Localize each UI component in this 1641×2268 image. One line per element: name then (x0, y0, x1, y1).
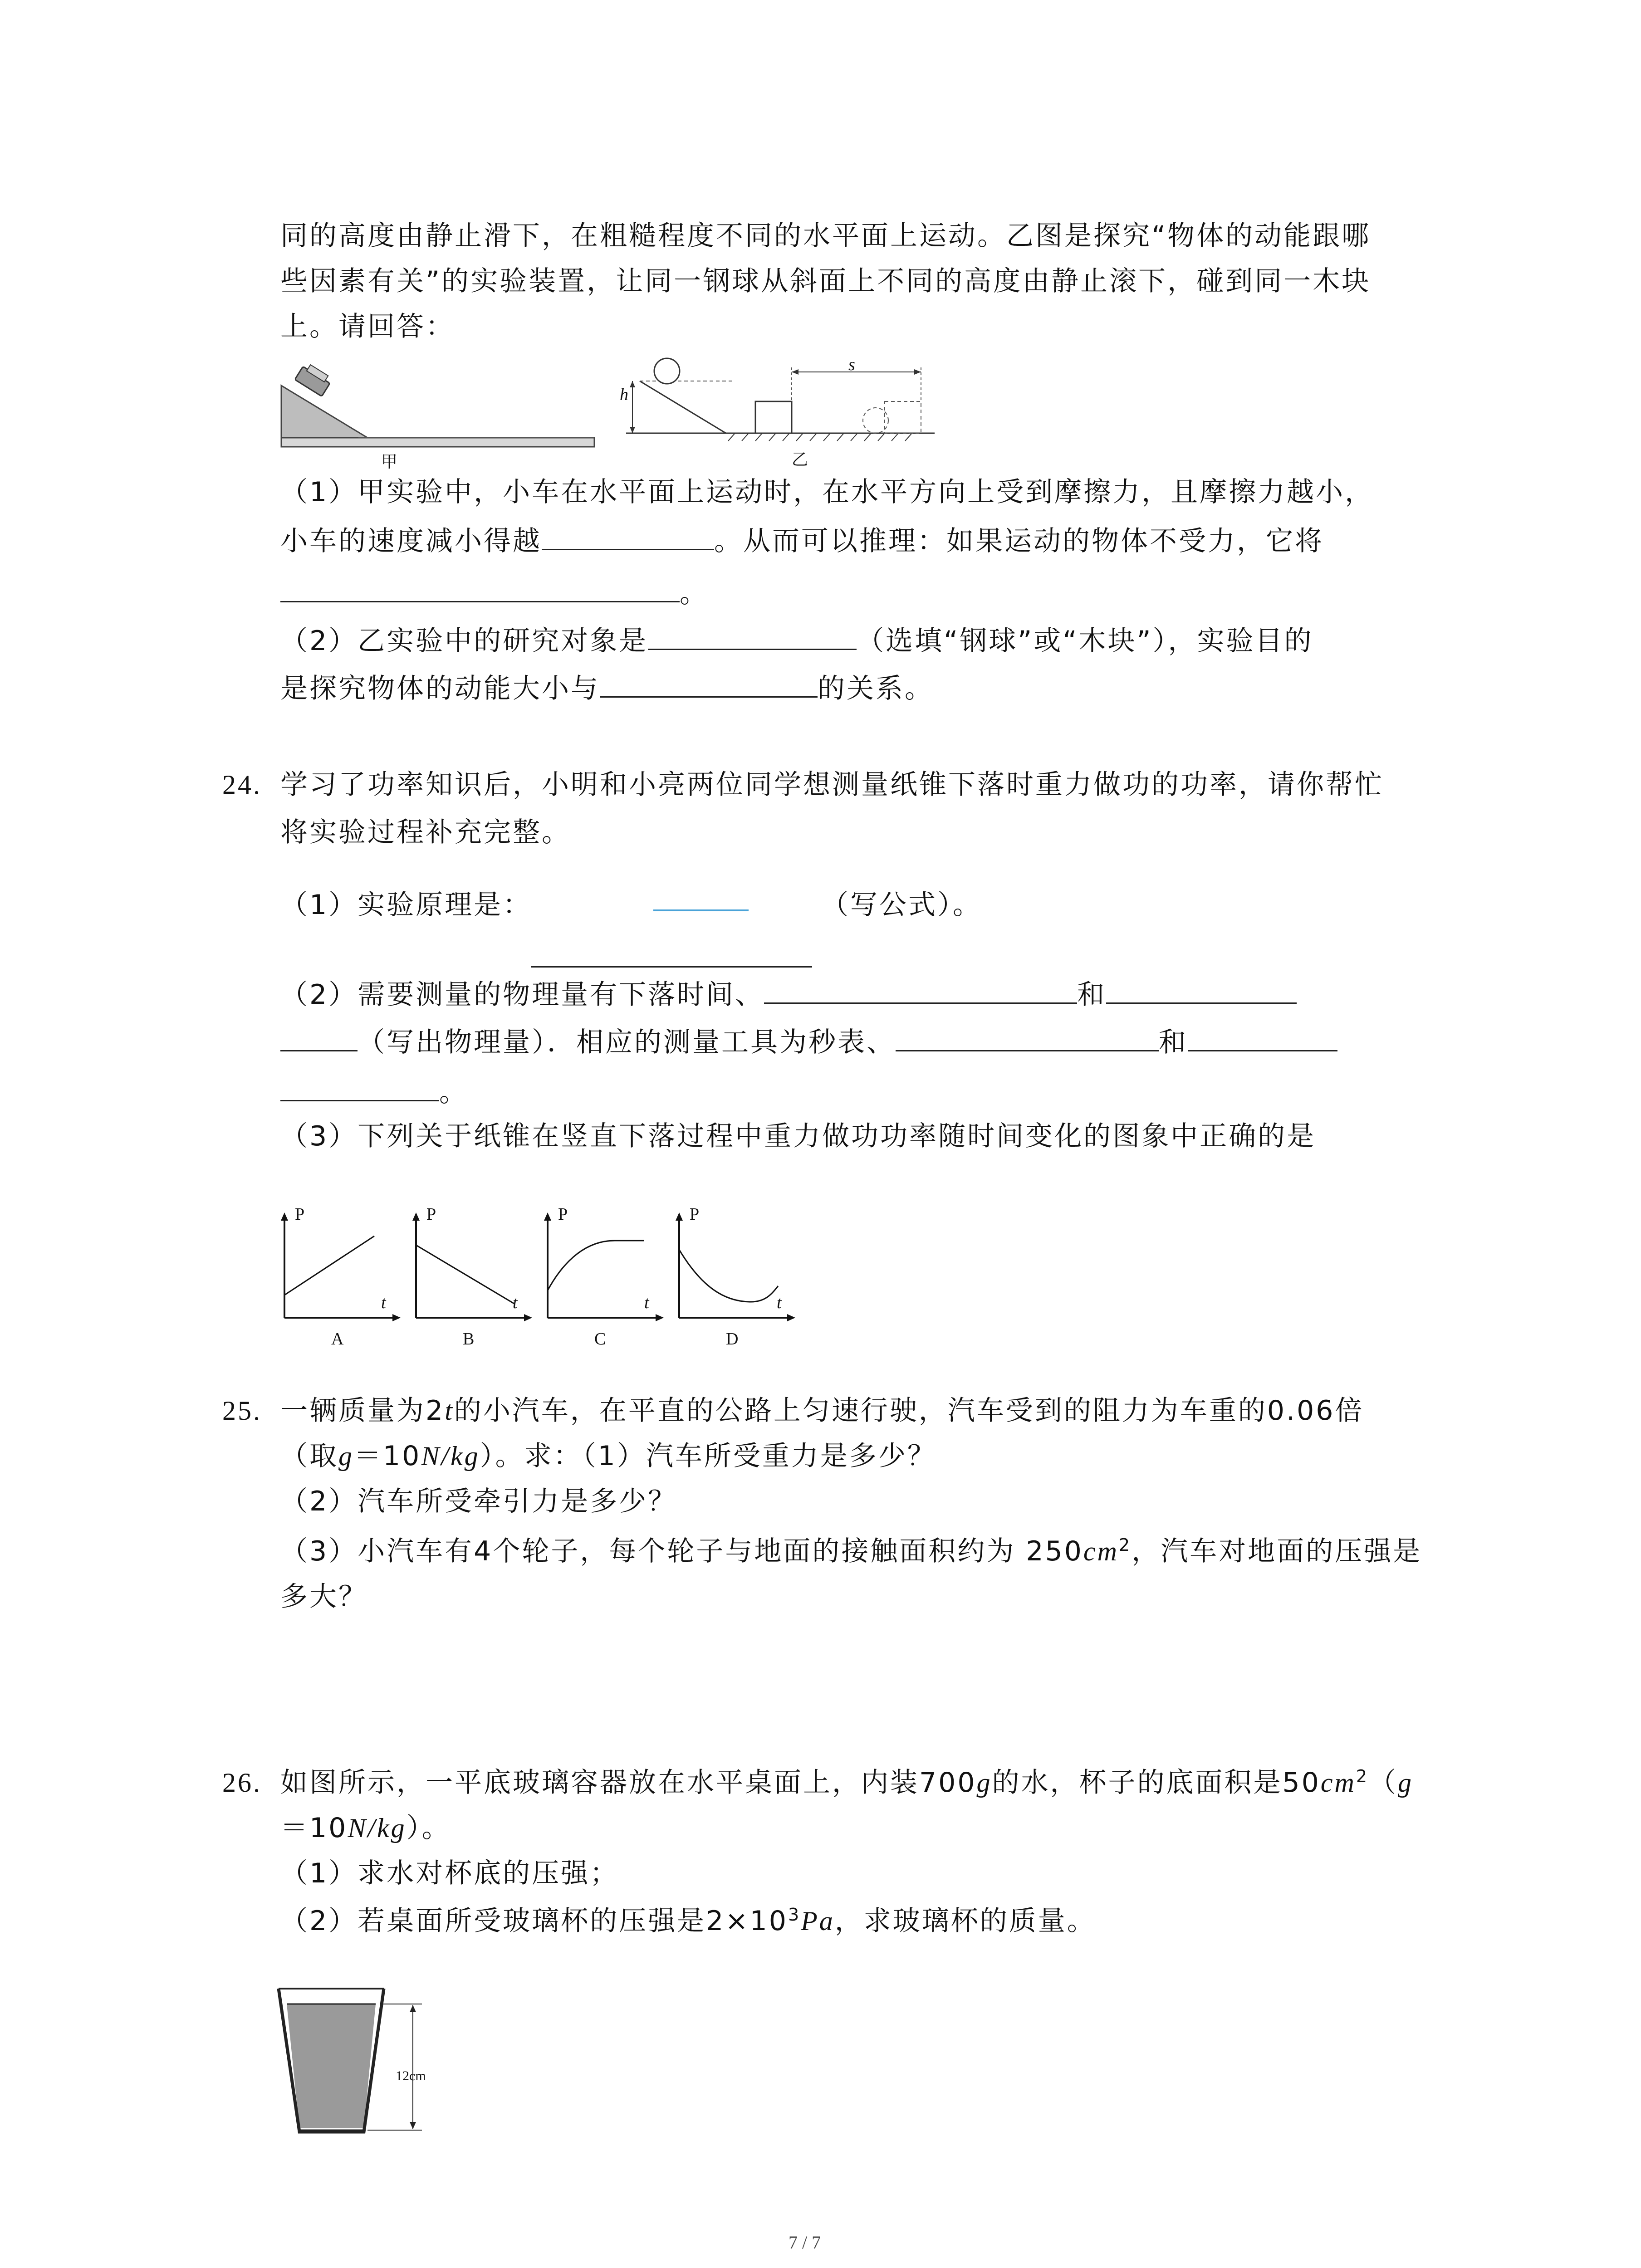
q26-text-line-1: 如图所示，一平底玻璃容器放在水平桌面上，内装700g的水，杯子的底面积是$50cm^2(g$ (280, 1766, 1414, 1799)
q23-text-line-1: 同的高度由静止滑下，在粗糙程度不同的水平面上运动。乙图是探究“物体的动能跟哪 (280, 220, 1371, 252)
graph-b-y-axis-label: P (426, 1205, 436, 1224)
q26-number: 26. (222, 1768, 262, 1798)
answer-blank[interactable] (1188, 1023, 1337, 1051)
graph-c-y-axis-label: P (558, 1205, 568, 1224)
answer-blank[interactable] (1106, 975, 1297, 1004)
graph-d-y-axis-label: P (690, 1205, 700, 1224)
q24-graph-a (274, 1209, 402, 1340)
graph-a-label: A (331, 1330, 344, 1349)
answer-blank[interactable] (896, 1023, 1159, 1051)
q24-graph-d (669, 1209, 796, 1340)
q24-part1-suffix: （写公式）。 (821, 889, 982, 921)
q23-figure-yi (622, 354, 939, 449)
formula-fraction-bar (653, 909, 749, 911)
q25-text-line-1: 一辆质量为2t的小汽车，在平直的公路上匀速行驶，汽车受到的阻力为车重的0.06倍 (280, 1395, 1364, 1427)
q23-part1-line-3: 。 (280, 574, 709, 611)
q24-text-line-1: 学习了功率知识后，小明和小亮两位同学想测量纸锥下落时重力做功的功率，请你帮忙 (280, 769, 1384, 801)
q23-part2-line-1: （2）乙实验中的研究对象是 （选填“钢球”或“木块”），实验目的 (280, 621, 1313, 659)
q25-text-line-2: （取g＝10N/kg）。求：（1）汽车所受重力是多少？ (280, 1440, 936, 1472)
graph-c-x-axis-label: t (644, 1293, 649, 1312)
q25-text-line-5: 多大？ (280, 1581, 367, 1613)
answer-blank[interactable] (542, 522, 714, 550)
graph-d-x-axis-label: t (777, 1293, 782, 1312)
q25-number: 25. (222, 1396, 262, 1426)
q24-part1-label: （1）实验原理是： (280, 889, 532, 921)
answer-blank[interactable] (600, 669, 818, 698)
page-number: 7 / 7 (789, 2232, 821, 2253)
q25-text-line-4: （3）小汽车有4个轮子，每个轮子与地面的接触面积约为 $250cm^2$，汽车对地面的压强是 (280, 1535, 1422, 1567)
graph-b-label: B (463, 1330, 475, 1349)
q24-part2-line-3: 。 (280, 1073, 468, 1110)
figure-label-yi: 乙 (792, 450, 808, 469)
q26-text-line-3: （1）求水对杯底的压强； (280, 1857, 619, 1889)
q25-text-line-3: （2）汽车所受牵引力是多少？ (280, 1486, 677, 1517)
answer-blank[interactable] (764, 975, 1077, 1004)
q26-text-line-4: （2）若桌面所受玻璃杯的压强是$2\times 10^3Pa$，求玻璃杯的质量。 (280, 1905, 1096, 1937)
q24-part2-line-2: （写出物理量）．相应的测量工具为秒表、 和 (280, 1023, 1337, 1061)
figure-label-h: h (620, 385, 628, 404)
q24-text-line-2: 将实验过程补充完整。 (280, 816, 571, 848)
q23-part1-line-1: （1）甲实验中，小车在水平面上运动时，在水平方向上受到摩擦力，且摩擦力越小， (280, 476, 1374, 508)
answer-blank[interactable] (648, 621, 857, 650)
answer-blank[interactable] (280, 1023, 358, 1051)
q26-glass-cup-figure (272, 1982, 454, 2146)
answer-blank[interactable] (280, 1073, 439, 1101)
answer-blank[interactable] (531, 966, 812, 968)
graph-b-x-axis-label: t (513, 1293, 518, 1312)
q24-graph-c (538, 1209, 665, 1340)
q24-part2-line-1: （2）需要测量的物理量有下落时间、 和 (280, 975, 1297, 1013)
q24-number: 24. (222, 770, 262, 800)
q24-graph-b (406, 1209, 533, 1340)
graph-c-label: C (594, 1330, 606, 1349)
q26-text-line-2: ＝10N/kg）。 (280, 1812, 451, 1844)
graph-d-label: D (726, 1330, 739, 1349)
glass-height-label: 12cm (396, 2068, 426, 2083)
q23-text-line-3: 上。请回答： (280, 311, 455, 342)
q24-part3: （3）下列关于纸锥在竖直下落过程中重力做功功率随时间变化的图象中正确的是 (280, 1120, 1316, 1152)
graph-a-x-axis-label: t (381, 1293, 386, 1312)
q23-part2-line-2: 是探究物体的动能大小与 的关系。 (280, 669, 934, 707)
graph-a-y-axis-label: P (295, 1205, 305, 1224)
q23-text-line-2: 些因素有关”的实验装置，让同一钢球从斜面上不同的高度由静止滚下，碰到同一木块 (280, 265, 1371, 297)
figure-label-jia: 甲 (381, 453, 398, 471)
answer-blank[interactable] (280, 574, 680, 602)
q23-figure-jia (277, 358, 603, 458)
q23-part1-line-2: 小车的速度减小得越 。从而可以推理：如果运动的物体不受力，它将 (280, 522, 1324, 559)
figure-label-s: s (848, 355, 855, 374)
